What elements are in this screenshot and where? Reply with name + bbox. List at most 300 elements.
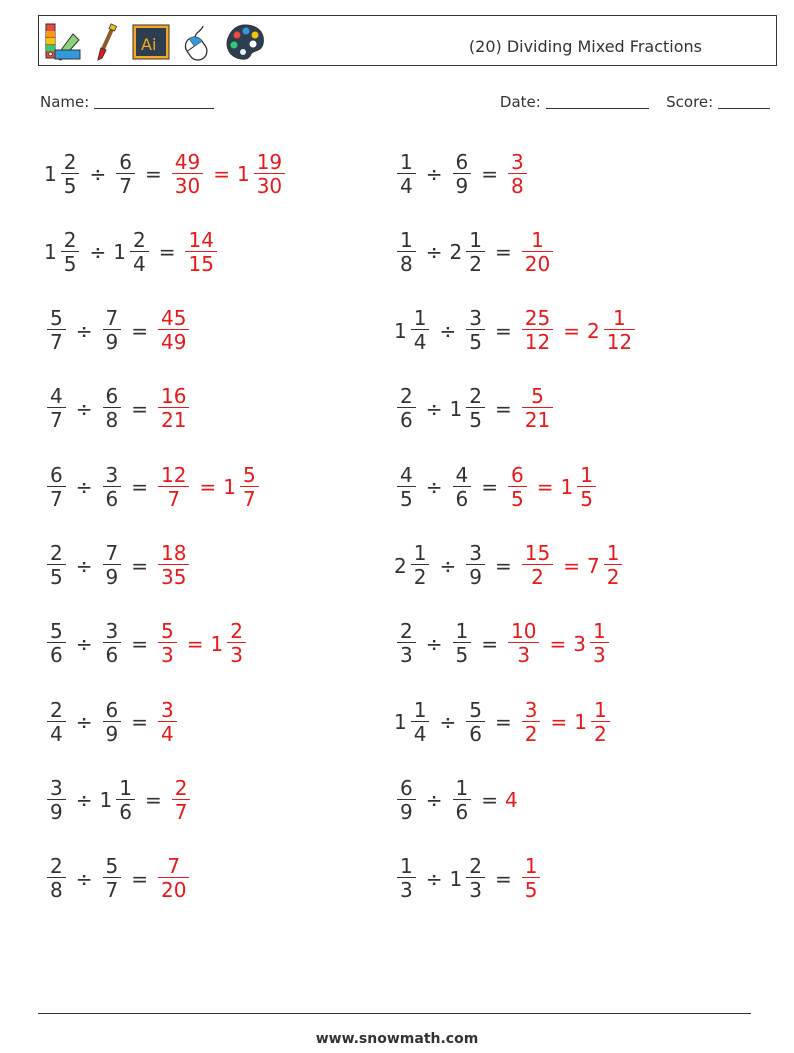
denominator: 5 [511, 486, 524, 511]
answer [519, 229, 556, 276]
answer-equals-sign: = [549, 631, 567, 656]
numerator: 1 [455, 775, 469, 800]
fraction [590, 620, 609, 667]
numerator: 2 [469, 384, 482, 409]
divisor [463, 699, 488, 746]
equals-sign: = [481, 631, 498, 656]
whole-number: 1 [44, 162, 57, 186]
numerator: 49 [174, 149, 201, 174]
numerator: 7 [105, 306, 119, 331]
divide-sign: ÷ [425, 475, 443, 500]
numerator: 10 [511, 619, 537, 644]
divide-sign: ÷ [75, 788, 93, 813]
numerator: 1 [593, 697, 607, 722]
denominator: 7 [167, 486, 181, 511]
numerator: 19 [256, 149, 283, 174]
divisor [463, 307, 488, 354]
divisor [100, 385, 125, 432]
denominator: 9 [400, 799, 413, 824]
fraction [47, 542, 66, 589]
equals-sign: = [131, 631, 148, 656]
denominator: 5 [524, 878, 538, 903]
denominator: 3 [230, 643, 243, 668]
answer-fraction [519, 542, 556, 589]
denominator: 2 [413, 565, 427, 589]
fraction [397, 464, 416, 511]
numerator: 5 [242, 462, 256, 487]
denominator: 8 [105, 408, 119, 433]
fraction [411, 307, 430, 354]
numerator: 2 [50, 541, 63, 565]
fraction [47, 699, 66, 746]
denominator: 2 [469, 251, 482, 276]
dividend [394, 229, 419, 276]
numerator: 45 [161, 306, 187, 331]
fraction [47, 855, 66, 902]
name-field [40, 93, 214, 111]
numerator: 6 [455, 149, 469, 174]
divide-sign: ÷ [439, 553, 457, 578]
numerator: 4 [455, 462, 469, 487]
dividend [394, 855, 419, 902]
divisor [100, 620, 125, 667]
divide-sign: ÷ [425, 240, 443, 265]
denominator: 3 [161, 643, 174, 668]
answer-fraction [519, 307, 556, 354]
palette-icon [223, 22, 267, 62]
numerator: 18 [161, 541, 187, 565]
problem-6 [394, 300, 638, 362]
paintbrush-icon [89, 22, 125, 62]
whole-number: 1 [99, 788, 113, 813]
numerator: 1 [400, 854, 413, 879]
numerator: 6 [119, 149, 132, 174]
denominator: 7 [105, 878, 119, 903]
denominator: 9 [50, 799, 63, 824]
answer [155, 464, 262, 511]
divide-sign: ÷ [439, 710, 457, 735]
fraction [103, 464, 122, 511]
answer-fraction [155, 620, 180, 667]
problem-8 [394, 378, 556, 440]
denominator: 2 [524, 721, 538, 746]
numerator: 2 [174, 775, 188, 800]
equals-sign: = [494, 318, 512, 343]
equals-sign: = [494, 396, 512, 421]
fraction [508, 151, 527, 198]
numerator: 5 [469, 697, 482, 722]
denominator: 30 [256, 173, 283, 198]
whole-number: 7 [586, 553, 600, 578]
denominator: 2 [593, 721, 607, 746]
denominator: 7 [242, 486, 256, 511]
divide-sign: ÷ [89, 240, 107, 265]
dividend [44, 542, 69, 589]
whole-number: 2 [586, 318, 600, 343]
dividend [394, 620, 419, 667]
fraction [116, 151, 135, 198]
denominator: 6 [50, 643, 63, 668]
answer [519, 542, 626, 589]
denominator: 6 [105, 643, 119, 668]
numerator: 2 [469, 854, 482, 879]
denominator: 9 [455, 173, 469, 198]
problem-7 [44, 378, 192, 440]
problem-1 [44, 143, 288, 205]
fraction [103, 385, 122, 432]
numerator: 5 [531, 384, 544, 409]
answer [155, 542, 192, 589]
answer-fraction [155, 699, 180, 746]
denominator: 7 [119, 173, 132, 198]
equals-sign: = [494, 710, 512, 735]
answer-fraction [519, 229, 556, 276]
fraction [577, 464, 596, 511]
header-icons [43, 20, 267, 64]
numerator: 5 [50, 306, 63, 331]
problem-19 [44, 848, 192, 910]
answer-equals-sign: = [186, 631, 204, 656]
numerator: 1 [455, 619, 469, 644]
answer [505, 620, 612, 667]
dividend [394, 464, 419, 511]
fraction [508, 464, 527, 511]
numerator: 1 [413, 697, 427, 722]
denominator: 5 [400, 486, 413, 511]
answer-equals-sign: = [563, 318, 580, 343]
fraction [397, 385, 416, 432]
whole-number: 2 [449, 240, 463, 265]
fraction [103, 542, 122, 589]
equals-sign: = [131, 866, 148, 891]
denominator: 35 [161, 565, 187, 589]
answer-fraction [155, 542, 192, 589]
fraction [172, 151, 203, 198]
fraction [466, 855, 485, 902]
answer-fraction [155, 385, 192, 432]
whole-number: 1 [449, 866, 463, 891]
answer-mixed-number [211, 620, 249, 667]
equals-sign: = [494, 866, 512, 891]
divisor [100, 699, 125, 746]
numerator: 1 [524, 854, 538, 879]
dividend [394, 385, 419, 432]
fraction [397, 151, 416, 198]
denominator: 4 [50, 721, 63, 746]
dividend [44, 151, 82, 198]
dividend [394, 307, 432, 354]
numerator: 16 [161, 384, 187, 409]
fraction [47, 464, 66, 511]
answer-equals-sign: = [199, 475, 217, 500]
fraction [522, 542, 553, 589]
whole-number: 1 [236, 162, 250, 186]
dividend [44, 699, 69, 746]
fraction [466, 542, 485, 589]
numerator: 4 [50, 384, 63, 409]
numerator: 2 [50, 854, 63, 879]
denominator: 4 [413, 721, 427, 746]
fraction [227, 620, 246, 667]
denominator: 7 [50, 408, 63, 433]
numerator: 2 [50, 697, 63, 722]
denominator: 5 [455, 643, 469, 668]
numerator: 1 [531, 227, 544, 252]
answer-fraction [505, 620, 542, 667]
answer [505, 151, 530, 198]
footer-divider [38, 1013, 751, 1014]
numerator: 7 [167, 854, 181, 879]
denominator: 8 [400, 251, 413, 276]
numerator: 3 [469, 306, 482, 331]
answer [155, 620, 249, 667]
answer-fraction [155, 855, 192, 902]
fraction [47, 385, 66, 432]
answer-fraction [519, 699, 544, 746]
numerator: 2 [63, 227, 77, 252]
denominator: 7 [50, 330, 63, 355]
fraction [61, 151, 80, 198]
fraction [116, 777, 135, 824]
answer-fraction [169, 777, 194, 824]
whole-number: 1 [113, 240, 126, 265]
denominator: 12 [606, 330, 633, 355]
numerator: 6 [511, 462, 524, 487]
answer-mixed-number [574, 699, 612, 746]
answer-fraction [505, 464, 530, 511]
answer [519, 699, 613, 746]
mouse-icon [177, 22, 217, 62]
numerator: 1 [413, 541, 427, 565]
fraction [47, 307, 66, 354]
denominator: 9 [105, 330, 119, 355]
denominator: 20 [524, 251, 551, 276]
divide-sign: ÷ [75, 396, 93, 421]
problem-18 [394, 769, 519, 831]
whole-number: 1 [394, 710, 407, 735]
whole-number: 1 [394, 318, 407, 343]
answer-mixed-number [237, 151, 288, 198]
denominator: 6 [455, 799, 469, 824]
fraction [522, 699, 541, 746]
denominator: 5 [469, 408, 482, 433]
dividend [44, 855, 69, 902]
denominator: 3 [517, 643, 531, 668]
divide-sign: ÷ [75, 318, 93, 343]
divisor [113, 151, 138, 198]
score-label: Score: [666, 93, 714, 111]
answer-fraction [155, 307, 192, 354]
fraction [591, 699, 610, 746]
numerator: 3 [50, 775, 63, 800]
whole-number: 1 [44, 240, 57, 265]
numerator: 5 [161, 619, 174, 644]
fraction [466, 229, 485, 276]
fraction [604, 307, 635, 354]
denominator: 15 [188, 251, 214, 276]
divisor [450, 385, 488, 432]
answer [505, 464, 599, 511]
numerator: 2 [63, 149, 77, 174]
equals-sign: = [481, 162, 498, 186]
divisor [463, 542, 488, 589]
denominator: 21 [524, 408, 551, 433]
answer [169, 777, 194, 824]
fraction [130, 229, 149, 276]
fraction [411, 699, 430, 746]
fraction [158, 855, 189, 902]
numerator: 6 [400, 775, 413, 800]
equals-sign: = [131, 553, 148, 578]
illustrator-icon [131, 22, 171, 62]
dividend [44, 307, 69, 354]
answer-mixed-number [561, 464, 599, 511]
answer-equals-sign: = [563, 553, 580, 578]
answer-mixed-number [223, 464, 261, 511]
equals-sign: = [494, 240, 512, 265]
numerator: 3 [524, 697, 538, 722]
fraction [158, 699, 177, 746]
fraction [61, 229, 80, 276]
problem-3 [44, 221, 220, 283]
fraction [158, 307, 189, 354]
answer [519, 855, 544, 902]
numerator: 1 [119, 775, 132, 800]
answer-equals-sign: = [536, 475, 554, 500]
dividend [44, 464, 69, 511]
fraction [103, 699, 122, 746]
denominator: 6 [469, 721, 482, 746]
denominator: 30 [174, 173, 201, 198]
denominator: 8 [511, 173, 524, 198]
numerator: 12 [161, 462, 187, 487]
divide-sign: ÷ [75, 631, 93, 656]
numerator: 4 [400, 462, 413, 487]
equals-sign: = [144, 162, 162, 186]
fraction [466, 699, 485, 746]
fraction [522, 229, 553, 276]
problem-9 [44, 456, 262, 518]
dividend [394, 542, 432, 589]
denominator: 3 [400, 878, 413, 903]
answer-fraction [505, 788, 519, 812]
denominator: 20 [161, 878, 187, 903]
answer [519, 385, 556, 432]
denominator: 2 [531, 565, 544, 589]
dividend [394, 777, 419, 824]
fraction [158, 542, 189, 589]
answer [169, 151, 288, 198]
score-blank[interactable] [718, 94, 770, 109]
denominator: 49 [161, 330, 187, 355]
fraction [604, 542, 623, 589]
equals-sign: = [131, 475, 148, 500]
divide-sign: ÷ [425, 631, 443, 656]
whole-number: 2 [394, 553, 407, 578]
color-swatches-icon [43, 22, 83, 62]
denominator: 21 [161, 408, 187, 433]
problem-10 [394, 456, 599, 518]
answer-mixed-number [587, 307, 638, 354]
numerator: 7 [105, 541, 119, 565]
numerator: 25 [524, 306, 551, 331]
denominator: 3 [469, 878, 482, 903]
numerator: 1 [400, 149, 413, 174]
divide-sign: ÷ [425, 866, 443, 891]
denominator: 5 [63, 251, 77, 276]
problem-13 [44, 613, 249, 675]
numerator: 1 [400, 227, 413, 252]
denominator: 4 [413, 330, 427, 355]
fraction [158, 464, 189, 511]
answer [182, 229, 219, 276]
problem-4 [394, 221, 556, 283]
equals-sign: = [158, 240, 176, 265]
fraction [397, 229, 416, 276]
answer-fraction [519, 855, 544, 902]
equals-sign: = [481, 475, 498, 500]
name-label: Name: [40, 93, 90, 111]
denominator: 5 [580, 486, 593, 511]
denominator: 9 [105, 721, 119, 746]
fraction [185, 229, 216, 276]
problem-11 [44, 535, 192, 597]
answer [155, 307, 192, 354]
dividend [44, 777, 69, 824]
answer-equals-sign: = [550, 710, 568, 735]
divide-sign: ÷ [439, 318, 457, 343]
fraction [522, 307, 553, 354]
problem-14 [394, 613, 612, 675]
numerator: 5 [105, 854, 119, 879]
date-label: Date: [499, 93, 541, 111]
footer-site: www.snowmath.com [315, 1031, 479, 1047]
equals-sign: = [131, 396, 148, 421]
dividend [394, 699, 432, 746]
whole-number: 1 [210, 631, 224, 656]
denominator: 5 [63, 173, 77, 198]
numerator: 3 [161, 697, 174, 722]
fraction [466, 307, 485, 354]
denominator: 9 [105, 565, 119, 589]
divisor [113, 229, 151, 276]
numerator: 1 [469, 227, 482, 252]
divisor [450, 151, 475, 198]
denominator: 5 [469, 330, 482, 355]
whole-number: 3 [573, 631, 586, 656]
fraction [453, 620, 472, 667]
answer-fraction [182, 229, 219, 276]
integer-value: 4 [505, 788, 518, 813]
date-blank[interactable] [546, 94, 649, 109]
answer-fraction [155, 464, 192, 511]
fraction [240, 464, 259, 511]
equals-sign: = [144, 788, 162, 813]
whole-number: 1 [449, 396, 463, 421]
denominator: 8 [50, 878, 63, 903]
divisor [450, 464, 475, 511]
denominator: 3 [400, 643, 413, 668]
answer-mixed-number [573, 620, 611, 667]
fraction [466, 385, 485, 432]
whole-number: 1 [560, 475, 574, 500]
divide-sign: ÷ [89, 162, 107, 186]
answer-fraction [169, 151, 206, 198]
divisor [100, 777, 138, 824]
fraction [254, 151, 285, 198]
name-blank[interactable] [94, 94, 214, 109]
divide-sign: ÷ [75, 866, 93, 891]
